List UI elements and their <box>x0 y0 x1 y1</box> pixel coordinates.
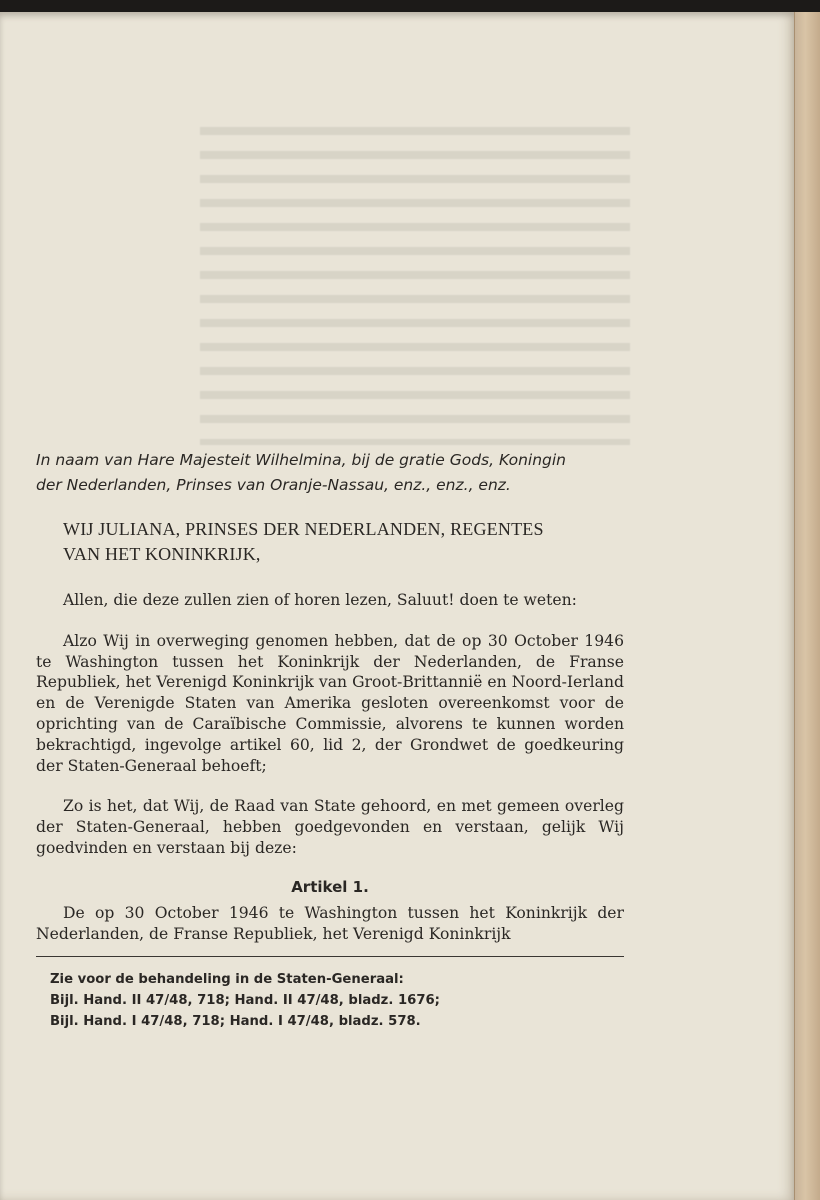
preamble-line: der Nederlanden, Prinses van Oranje-Nassau, enz., enz., enz. <box>36 476 511 494</box>
heading-line: WIJ JULIANA, PRINSES DER NEDERLANDEN, REGENTES <box>63 519 544 539</box>
footnote-line: Zie voor de behandeling in de Staten-Generaal: <box>50 972 404 988</box>
preamble <box>36 448 624 498</box>
document-body <box>36 448 624 1032</box>
footnote-line: Bijl. Hand. II 47/48, 718; Hand. II 47/48, bladz. 1676; <box>50 993 440 1009</box>
article-title: Artikel 1. <box>291 877 369 896</box>
footnote-divider <box>36 956 624 957</box>
paragraph-decision: Zo is het, dat Wij, de Raad van State gehoord, en met gemeen overleg der Staten-Generaal, hebben goedgevonden en verstaan, gelijk Wij goedvinden en verstaan bij deze: <box>36 797 624 857</box>
article-text: De op 30 October 1946 te Washington tussen het Koninkrijk der Nederlanden, de Franse Republiek, het Verenigd Koninkrijk <box>36 903 624 943</box>
show-through-text <box>200 115 630 445</box>
heading-line: VAN HET KONINKRIJK, <box>63 544 261 564</box>
footnote <box>50 969 624 1032</box>
preamble-line: In naam van Hare Majesteit Wilhelmina, bij de gratie Gods, Koningin <box>36 451 566 469</box>
paragraph-considering: Alzo Wij in overweging genomen hebben, dat de op 30 October 1946 te Washington tussen het Koninkrijk der Nederlanden, de Franse Republiek, het Verenigd Koninkrijk van Groot-Brittannië en Noord-Ierland en de Verenigde Staten van Amerika gesloten overeenkomst voor de oprichting van de Caraïbische Commissie, alvorens te kunnen worden bekrachtigd, ingevolge artikel 60, lid 2, der Grondwet de goedkeuring der Staten-Generaal behoeft; <box>36 631 624 775</box>
footnote-line: Bijl. Hand. I 47/48, 718; Hand. I 47/48, bladz. 578. <box>50 1014 421 1030</box>
paragraph-greeting: Allen, die deze zullen zien of horen lezen, Saluut! doen te weten: <box>63 591 577 609</box>
page-edge <box>794 12 820 1200</box>
heading <box>63 517 624 567</box>
